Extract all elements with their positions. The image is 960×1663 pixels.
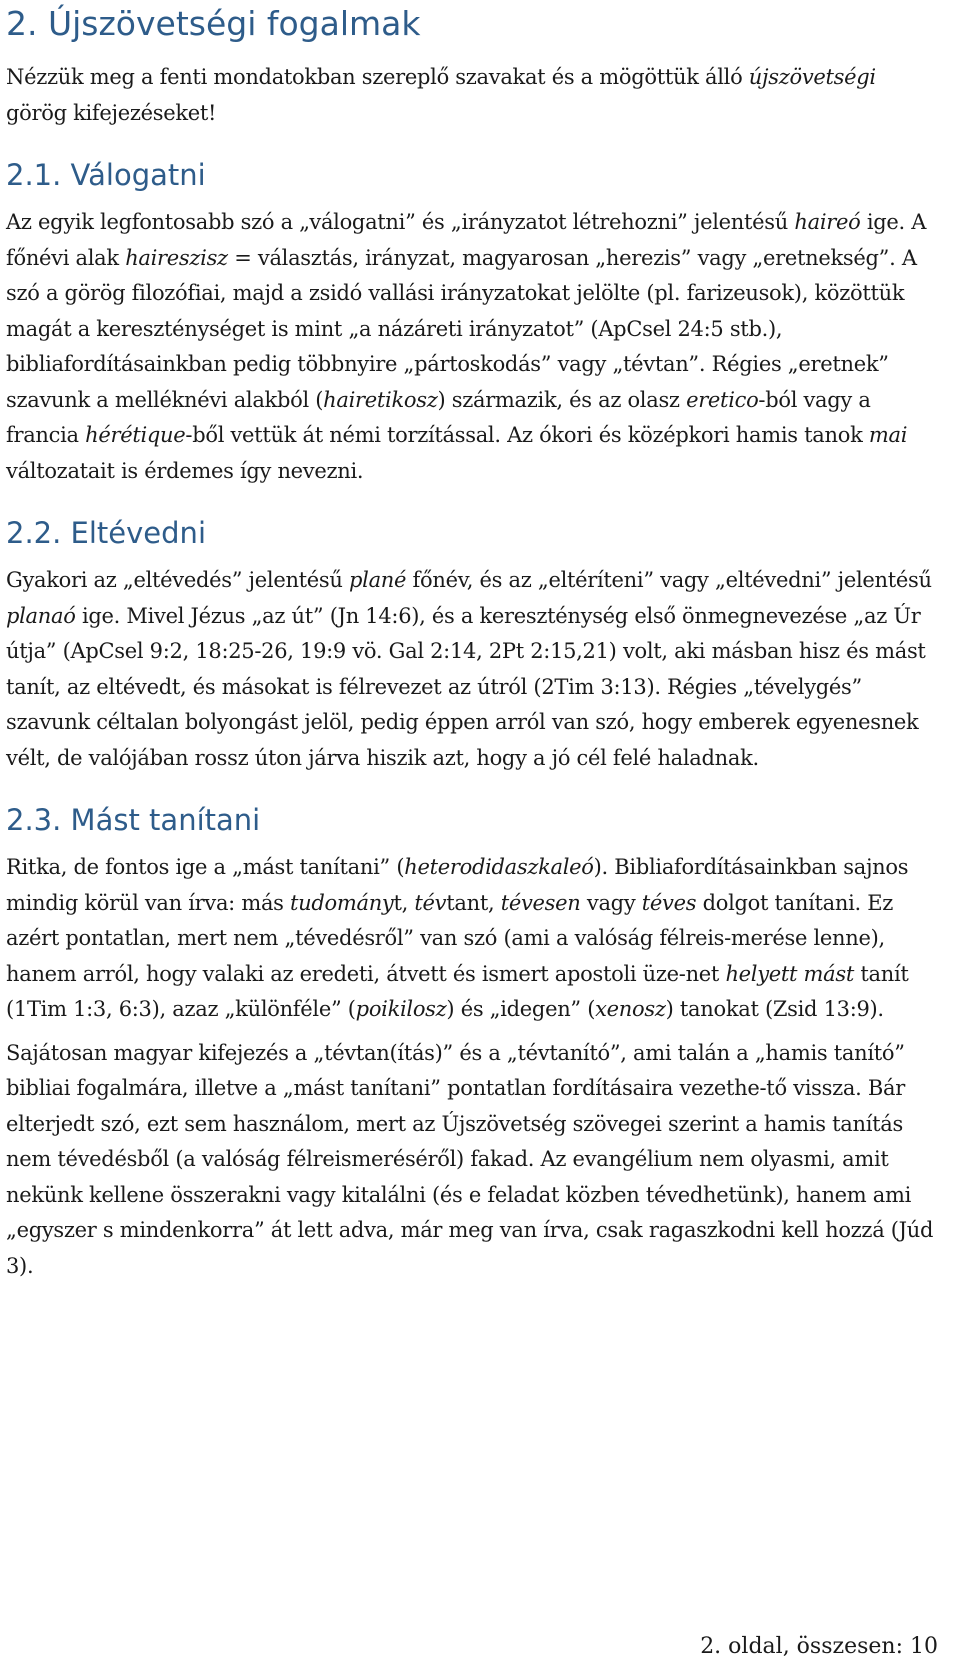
italic-run: tévesen bbox=[500, 890, 581, 915]
section-2-paragraph bbox=[6, 563, 942, 776]
text-run: = választás, irányzat, magyarosan „herezis” vagy „eretnekség”. A szó a görög filozófiai, majd a zsidó vallási irányzatokat jelölte (pl. farizeusok), közöttük magát a kereszténységet is mint „a názáreti irányzatot” (ApCsel 24:5 stb.), bibliafordításainkban pedig többnyire „pártoskodás” vagy „tévtan”. Régies „eretnek” szavunk a melléknévi alakból ( bbox=[6, 245, 917, 412]
section-heading-2: 2.2. Eltévedni bbox=[6, 516, 206, 550]
italic-run: újszövetségi bbox=[748, 65, 876, 89]
text-run: Nézzük meg a fenti mondatokban szereplő szavakat és a mögöttük álló bbox=[6, 65, 749, 89]
text-run: tant, bbox=[446, 890, 501, 915]
italic-run: planaó bbox=[6, 603, 76, 628]
italic-run: xenosz bbox=[595, 997, 666, 1021]
text-run: t, bbox=[393, 890, 415, 915]
text-run: ) tanokat (Zsid 13:9). bbox=[665, 997, 884, 1021]
italic-run: hairetikosz bbox=[323, 387, 438, 412]
italic-run: heterodidaszkaleó bbox=[404, 855, 594, 879]
text-run: Az egyik legfontosabb szó a „válogatni” és „irányzatot létrehozni” jelentésű bbox=[6, 210, 795, 234]
section-1-paragraph bbox=[6, 205, 942, 489]
text-run: változatait is érdemes így nevezni. bbox=[6, 458, 364, 483]
italic-run: eretico bbox=[686, 387, 759, 412]
italic-run: téves bbox=[641, 890, 697, 915]
italic-run: tudomány bbox=[290, 890, 394, 915]
section-3-paragraph-1 bbox=[6, 850, 942, 1028]
text-run: Gyakori az „eltévedés” jelentésű bbox=[6, 568, 350, 592]
italic-run: plané bbox=[349, 568, 407, 592]
text-run: ) származik, és az olasz bbox=[437, 387, 687, 412]
text-run: ige. Mivel Jézus „az út” (Jn 14:6), és a kereszténység első önmegnevezése „az Úr útja” (ApCsel 9:2, 18:25-26, 19:9 vö. Gal 2:14, 2Pt 2:15,21) volt, aki másban hisz és mást tanít, az eltévedt, és másokat is félrevezet az útról (2Tim 3:13). Régies „tévelygés” szavunk céltalan bolyongást jelöl, pedig éppen arról van szó, hogy emberek egyenesnek vélt, de valójában rossz úton járva hiszik azt, hogy a jó cél felé haladnak. bbox=[6, 603, 926, 770]
page-title: 2. Újszövetségi fogalmak bbox=[6, 4, 421, 43]
italic-run: helyett mást bbox=[725, 961, 855, 986]
italic-run: poikilosz bbox=[355, 997, 447, 1021]
italic-run: haireszisz bbox=[125, 245, 228, 270]
document-page bbox=[6, 0, 942, 1292]
text-run: dolgot tanítani. Ez azért pontatlan, mert nem „tévedésről” van szó (ami a valóság félreis-merése lenne), hanem arról, hogy valaki az eredeti, átvett és ismert apostoli üze-net bbox=[6, 890, 894, 986]
text-run: főnév, és az „eltéríteni” vagy „eltévedni” jelentésű bbox=[406, 568, 932, 592]
text-run: görög kifejezéseket! bbox=[6, 100, 217, 125]
section-3-paragraph-2: Sajátosan magyar kifejezés a „tévtan(ítás)” és a „tévtanító”, ami talán a „hamis tanító” bibliai fogalmára, illetve a „mást tanítani” pontatlan fordításaira vezethe-tő vissza. Bár elterjedt szó, ezt sem használom, mert az Újszövetség szövegei szerint a hamis tanítás nem tévedésből (a valóság félreismeréséről) fakad. Az evangélium nem olyasmi, amit nekünk kellene összerakni vagy kitalálni (és e feladat közben tévedhetünk), hanem ami „egyszer s mindenkorra” át lett adva, már meg van írva, csak ragaszkodni kell hozzá (Júd 3). bbox=[6, 1040, 934, 1278]
text-run: ). Bibliafordításainkban sajnos mindig körül van írva: más bbox=[6, 855, 909, 915]
italic-run: mai bbox=[868, 423, 908, 447]
text-run: ige. A főnévi alak bbox=[6, 210, 927, 270]
italic-run: hérétique bbox=[85, 423, 186, 447]
section-heading-3: 2.3. Mást tanítani bbox=[6, 803, 261, 837]
page-number-footer: 2. oldal, összesen: 10 bbox=[700, 1634, 938, 1659]
section-heading-1: 2.1. Válogatni bbox=[6, 158, 206, 192]
italic-run: tév bbox=[414, 890, 447, 915]
intro-paragraph bbox=[6, 60, 942, 131]
text-run: -ből vettük át némi torzítással. Az ókori és középkori hamis tanok bbox=[185, 423, 869, 447]
text-run: vagy bbox=[580, 890, 642, 915]
text-run: tanít (1Tim 1:3, 6:3), azaz „különféle” ( bbox=[6, 961, 909, 1021]
text-run: -ból vagy a francia bbox=[6, 387, 871, 447]
text-run: Ritka, de fontos ige a „mást tanítani” ( bbox=[6, 855, 405, 879]
text-run: ) és „idegen” ( bbox=[446, 997, 596, 1021]
italic-run: haireó bbox=[794, 210, 861, 234]
